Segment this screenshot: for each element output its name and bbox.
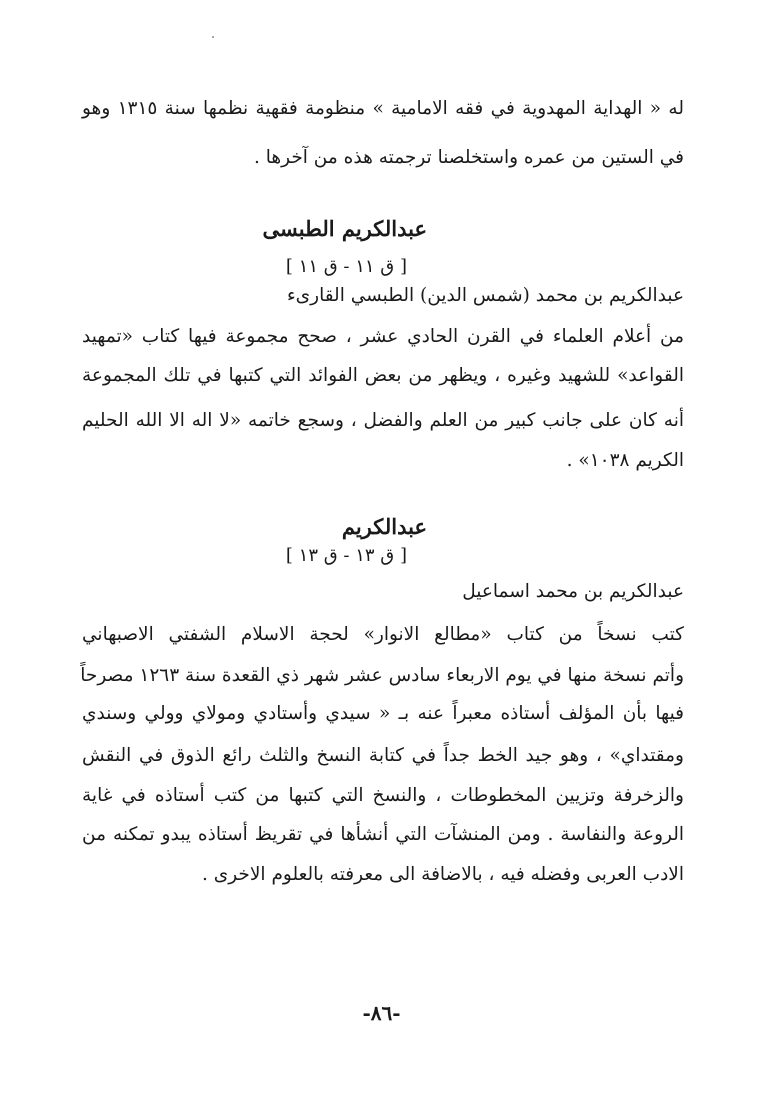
entry-body-line: من أعلام العلماء في القرن الحادي عشر ، صحح مجموعة فيها كتاب «تمهيد xyxy=(82,326,684,347)
entry-body-line: الادب العربى وفضله فيه ، بالاضافة الى معرفته بالعلوم الاخرى . xyxy=(201,864,684,885)
entry-body-line: والزخرفة وتزيين المخطوطات ، والنسخ التي كتبها من كتب أستاذه في غاية xyxy=(82,785,684,806)
entry-heading: عبدالكريم xyxy=(341,514,427,539)
page-number: -٨٦- xyxy=(362,1001,401,1025)
entry-body-line: الكريم ١٠٣٨» . xyxy=(566,450,684,471)
entry-full-name: عبدالكريم بن محمد اسماعيل xyxy=(462,581,684,602)
entry-body-line: أنه كان على جانب كبير من العلم والفضل ، وسجع خاتمه «لا اله الا الله الحليم xyxy=(82,410,684,431)
entry-body-line: وأتم نسخة منها في يوم الاربعاء سادس عشر شهر ذي القعدة سنة ١٢٦٣ مصرحاً xyxy=(80,665,684,686)
entry-body-line: القواعد» للشهيد وغيره ، ويظهر من بعض الفوائد التي كتبها في تلك المجموعة xyxy=(82,365,684,386)
intro-line-2: في الستين من عمره واستخلصنا ترجمته هذه من آخرها . xyxy=(253,147,684,168)
entry-century-range: [ ق ١٣ - ق ١٣ ] xyxy=(285,545,407,566)
entry-full-name: عبدالكريم بن محمد (شمس الدين) الطبسي القارىء xyxy=(286,285,684,306)
entry-body-line: فيها بأن المؤلف أستاذه معبراً عنه بـ « سيدي وأستادي ومولاي وولي وسندي xyxy=(82,703,684,724)
entry-body-line: الروعة والنفاسة . ومن المنشآت التي أنشأها في تقريظ أستاذه يبدو تمكنه من xyxy=(82,824,684,845)
entry-century-range: [ ق ١١ - ق ١١ ] xyxy=(285,256,407,277)
paper-speck xyxy=(212,36,214,38)
entry-body-line: كتب نسخاً من كتاب «مطالع الانوار» لحجة الاسلام الشفتي الاصبهاني xyxy=(82,624,684,645)
intro-line-1: له « الهداية المهدوية في فقه الامامية » منظومة فقهية نظمها سنة ١٣١٥ وهو xyxy=(82,98,684,119)
entry-heading: عبدالكريم الطبسى xyxy=(262,216,427,241)
entry-body-line: ومقتداي» ، وهو جيد الخط جداً في كتابة النسخ والثلث رائع الذوق في النقش xyxy=(82,745,684,766)
